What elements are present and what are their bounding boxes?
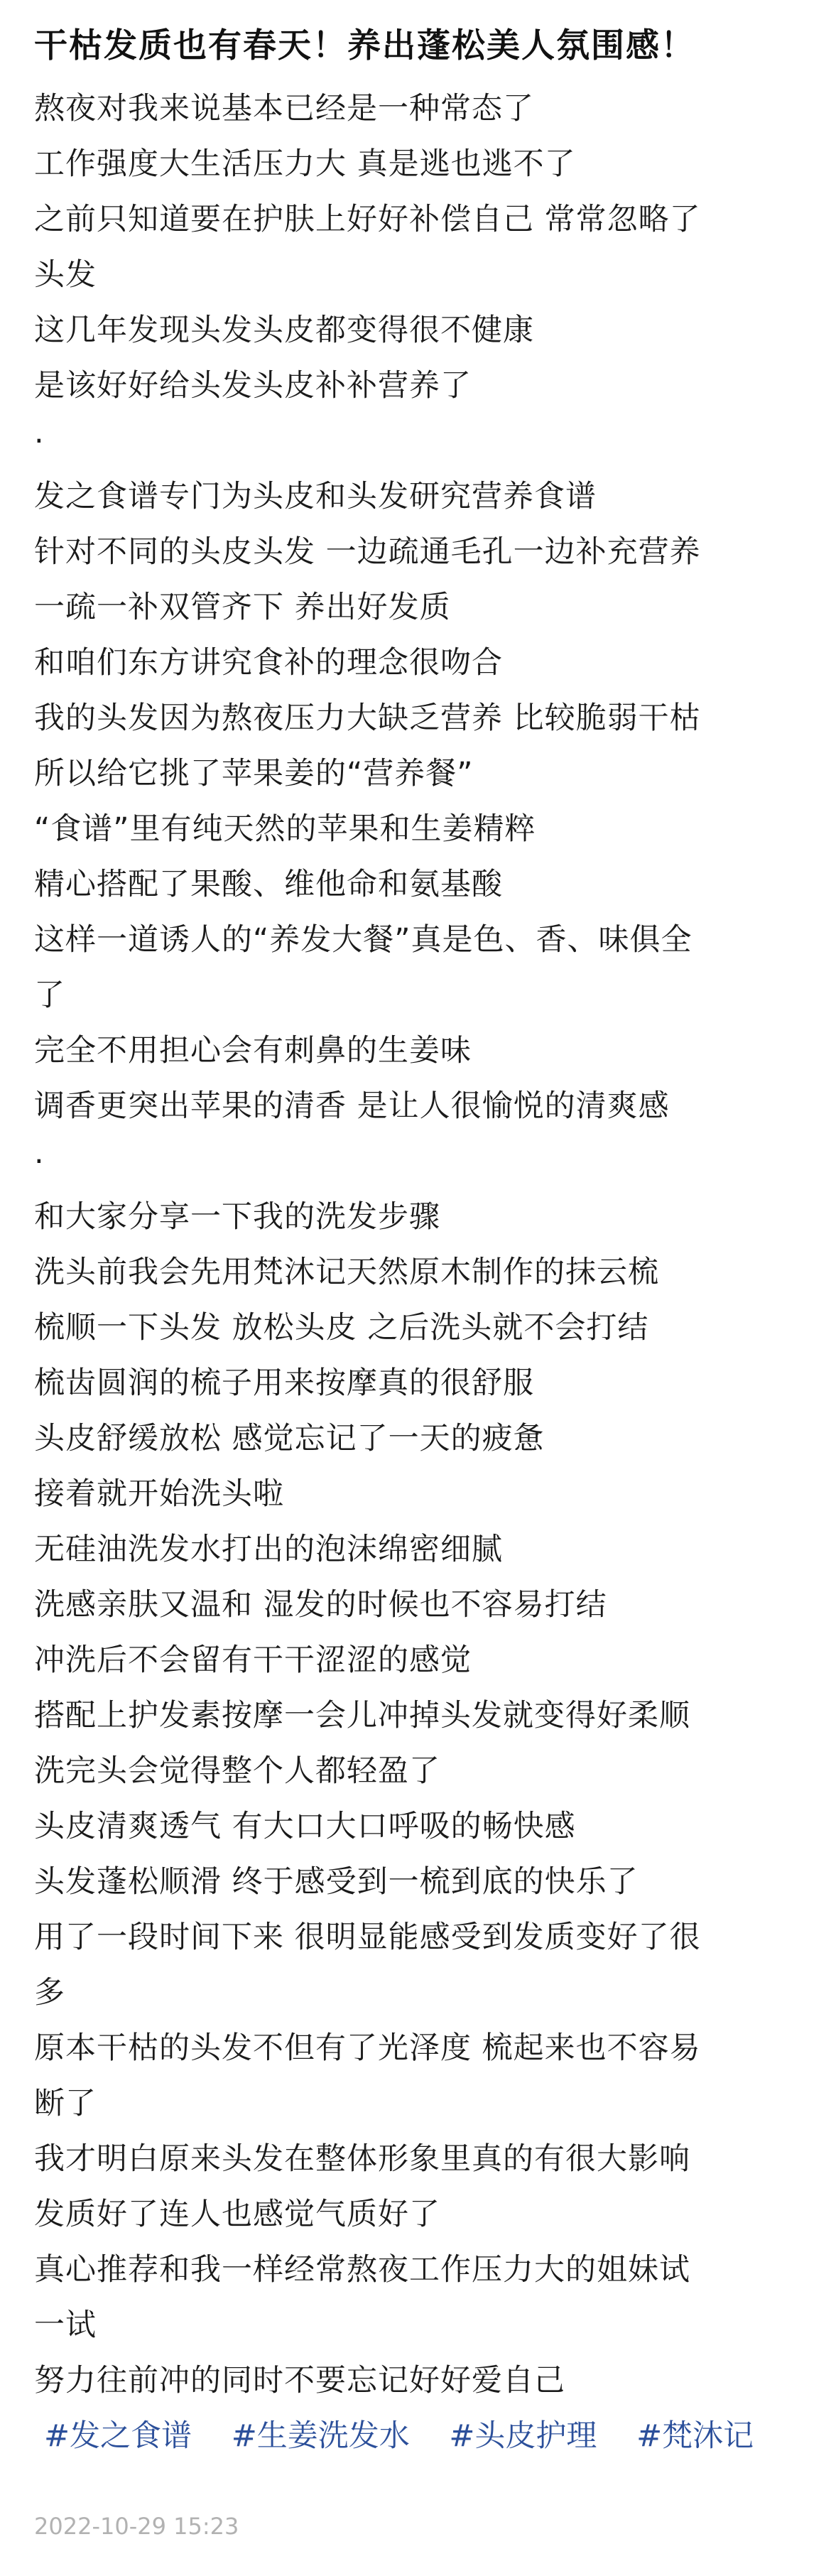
body-line: 一疏一补双管齐下 养出好发质 (34, 590, 451, 625)
body-line: 多 (34, 1975, 65, 2011)
post (34, 24, 801, 2540)
body-line: 这样一道诱人的“养发大餐”真是色、香、味俱全 (34, 922, 692, 958)
hashtag-link[interactable]: #梵沐记 (636, 2418, 754, 2454)
body-line: 接着就开始洗头啦 (34, 1476, 284, 1512)
hashtag-link[interactable]: #发之食谱 (44, 2418, 192, 2454)
body-line: 洗头前我会先用梵沐记天然原木制作的抹云梳 (34, 1255, 659, 1290)
body-line: 无硅油洗发水打出的泡沫绵密细腻 (34, 1532, 503, 1567)
body-line: 了 (34, 978, 65, 1013)
body-line: 所以给它挑了苹果姜的“营养餐” (34, 756, 474, 791)
body-line: 头发蓬松顺滑 终于感受到一梳到底的快乐了 (34, 1864, 639, 1900)
hashtag-link[interactable]: #生姜洗发水 (231, 2418, 410, 2454)
body-line: 这几年发现头发头皮都变得很不健康 (34, 313, 534, 348)
body-line: 精心搭配了果酸、维他命和氨基酸 (34, 867, 503, 902)
body-line: 头皮清爽透气 有大口大口呼吸的畅快感 (34, 1809, 576, 1844)
body-line: 调香更突出苹果的清香 是让人很愉悦的清爽感 (34, 1088, 670, 1124)
body-line: 努力往前冲的同时不要忘记好好爱自己 (34, 2363, 565, 2398)
body-line: 洗感亲肤又温和 湿发的时候也不容易打结 (34, 1587, 607, 1623)
body-separator: · (34, 423, 45, 459)
body-line: 工作强度大生活压力大 真是逃也逃不了 (34, 146, 576, 182)
hashtag-link[interactable]: #头皮护理 (449, 2418, 597, 2454)
post-title: 干枯发质也有春天！养出蓬松美人氛围感！ (34, 26, 695, 65)
body-line: 发质好了连人也感觉气质好了 (34, 2197, 440, 2232)
body-line: 真心推荐和我一样经常熬夜工作压力大的姐妹试 (34, 2252, 690, 2288)
post-body (34, 81, 801, 2408)
body-separator: · (34, 1144, 45, 1179)
body-line: 我才明白原来头发在整体形象里真的有很大影响 (34, 2141, 690, 2177)
body-line: 熬夜对我来说基本已经是一种常态了 (34, 91, 534, 126)
body-line: 搭配上护发素按摩一会儿冲掉头发就变得好柔顺 (34, 1698, 690, 1733)
body-line: 梳顺一下头发 放松头皮 之后洗头就不会打结 (34, 1310, 649, 1346)
body-line: “食谱”里有纯天然的苹果和生姜精粹 (34, 811, 536, 847)
body-line: 和大家分享一下我的洗发步骤 (34, 1199, 440, 1235)
post-timestamp: 2022-10-29 15:23 (34, 2513, 239, 2540)
body-line: 针对不同的头皮头发 一边疏通毛孔一边补充营养 (34, 534, 701, 570)
body-line: 和咱们东方讲究食补的理念很吻合 (34, 645, 503, 681)
body-line: 是该好好给头发头皮补补营养了 (34, 368, 472, 404)
body-line: 发之食谱专门为头皮和头发研究营养食谱 (34, 479, 597, 514)
body-line: 用了一段时间下来 很明显能感受到发质变好了很 (34, 1920, 701, 1955)
body-line: 一试 (34, 2307, 97, 2343)
body-line: 头发 (34, 257, 97, 293)
body-line: 梳齿圆润的梳子用来按摩真的很舒服 (34, 1365, 534, 1401)
body-line: 完全不用担心会有刺鼻的生姜味 (34, 1033, 472, 1068)
body-line: 我的头发因为熬夜压力大缺乏营养 比较脆弱干枯 (34, 700, 701, 736)
body-line: 断了 (34, 2086, 97, 2121)
body-line: 之前只知道要在护肤上好好补偿自己 常常忽略了 (34, 202, 701, 237)
body-line: 洗完头会觉得整个人都轻盈了 (34, 1753, 440, 1789)
hashtag-list (44, 2408, 801, 2464)
body-line: 原本干枯的头发不但有了光泽度 梳起来也不容易 (34, 2030, 701, 2066)
body-line: 冲洗后不会留有干干涩涩的感觉 (34, 1643, 472, 1678)
body-line: 头皮舒缓放松 感觉忘记了一天的疲惫 (34, 1421, 545, 1456)
